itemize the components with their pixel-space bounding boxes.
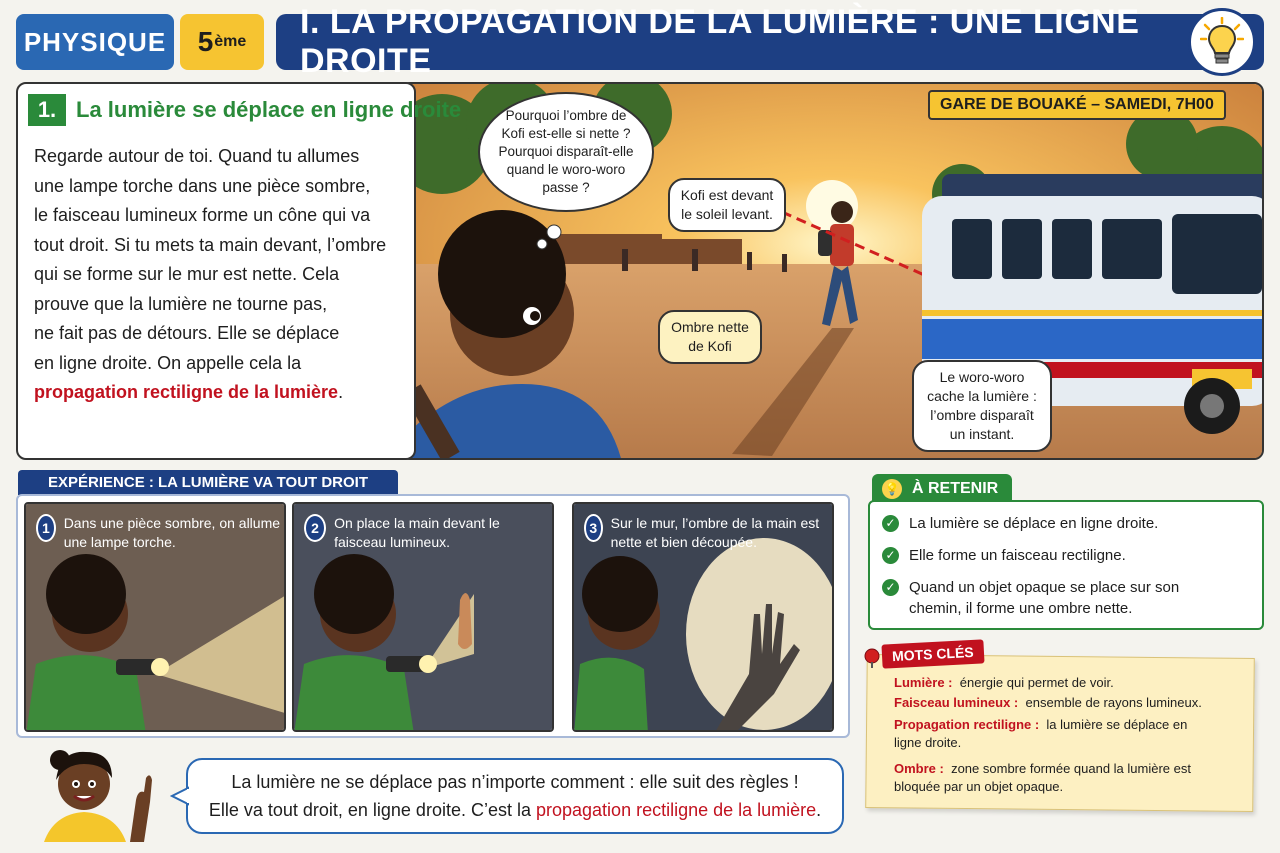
check-icon: ✓ xyxy=(882,579,899,596)
experience-step-3 xyxy=(572,502,834,732)
step-1-caption xyxy=(36,514,281,552)
shadow-caption-bubble xyxy=(658,310,762,364)
keyword-definition: zone sombre formée quand la lumière est bloquée par un objet opaque. xyxy=(894,761,1191,794)
keyword-entry xyxy=(894,694,1244,712)
keywords-title-text: MOTS CLÉS xyxy=(891,643,975,665)
keyword-definition: énergie qui permet de voir. xyxy=(959,675,1114,690)
subject-label: PHYSIQUE xyxy=(23,26,167,57)
lesson-paragraph xyxy=(34,142,404,408)
section-header xyxy=(28,94,461,126)
keyword-definition: ensemble de rayons lumineux. xyxy=(1025,695,1202,710)
subject-badge xyxy=(16,14,174,70)
retenir-item-text: Quand un objet opaque se place sur son chemin, il forme une ombre nette. xyxy=(909,579,1180,617)
shadow-caption-text: Ombre nette de Kofi xyxy=(671,319,749,354)
step-number: 3 xyxy=(584,514,603,542)
retenir-item xyxy=(882,513,1252,534)
step-2-caption xyxy=(304,514,549,552)
step-text: Sur le mur, l’ombre de la main est nette et bien découpée. xyxy=(610,515,820,550)
section-title: La lumière se déplace en ligne droite xyxy=(76,97,462,122)
thought-bubble xyxy=(478,92,654,212)
experience-title-text: EXPÉRIENCE : LA LUMIÈRE VA TOUT DROIT xyxy=(48,474,369,491)
retenir-item xyxy=(882,577,1182,619)
keyword-term: Faisceau lumineux : xyxy=(894,695,1019,710)
kofi-caption-bubble xyxy=(668,178,786,232)
page-title xyxy=(276,3,1264,80)
keyword-entry xyxy=(894,674,1244,692)
lightbulb-icon: 💡 xyxy=(882,479,902,499)
retenir-title: À RETENIR xyxy=(912,480,999,497)
keyword-term: Ombre : xyxy=(894,761,944,776)
bus-caption-text: Le woro-woro cache la lumière : l’ombre disparaît un instant. xyxy=(927,369,1037,442)
retenir-item-text: Elle forme un faisceau rectiligne. xyxy=(909,547,1126,564)
speech-line-2 xyxy=(188,796,842,824)
thought-bubble-text: Pourquoi l’ombre de Kofi est-elle si nette ? Pourquoi disparaît-elle quand le woro-woro passe ? xyxy=(498,108,634,195)
paragraph-line: une lampe torche dans une pièce sombre, xyxy=(34,175,371,196)
bus-caption-bubble xyxy=(912,360,1052,452)
experience-step-2 xyxy=(292,502,554,732)
grade-suffix: ème xyxy=(214,33,247,50)
paragraph-end: . xyxy=(338,382,344,402)
location-text: GARE DE BOUAKÉ – SAMEDI, 7H00 xyxy=(940,96,1214,113)
step-number: 1 xyxy=(36,514,56,542)
paragraph-line: Regarde autour de toi. Quand tu allumes xyxy=(34,146,360,166)
check-icon: ✓ xyxy=(882,515,899,532)
step-text: On place la main devant le faisceau lumineux. xyxy=(334,515,500,550)
page-title-text: I. LA PROPAGATION DE LA LUMIÈRE : UNE LIGNE DROITE xyxy=(300,3,1140,80)
retenir-item-text: La lumière se déplace en ligne droite. xyxy=(909,515,1159,532)
paragraph-line: ne fait pas de détours. Elle se déplace xyxy=(34,323,340,343)
step-3-caption xyxy=(584,514,829,552)
check-icon: ✓ xyxy=(882,547,899,564)
lightbulb-icon xyxy=(1188,8,1256,76)
section-number: 1. xyxy=(28,94,66,126)
retenir-item xyxy=(882,545,1252,566)
step-number: 2 xyxy=(304,514,326,542)
highlight-term: propagation rectiligne de la lumière xyxy=(34,382,339,402)
grade-badge xyxy=(180,14,264,70)
keyword-term: Lumière : xyxy=(894,675,953,690)
speech-line-1: La lumière ne se déplace pas n’importe comment : elle suit des règles ! xyxy=(231,772,799,792)
paragraph-line: en ligne droite. On appelle cela la xyxy=(34,352,302,373)
keyword-term: Propagation rectiligne : xyxy=(894,717,1040,732)
girl-character xyxy=(34,742,164,842)
experience-title xyxy=(18,470,398,495)
keyword-definition: la lumière se déplace en ligne droite. xyxy=(894,717,1188,750)
speech-highlight: propagation rectiligne de la lumière xyxy=(536,800,817,820)
keyword-entry xyxy=(894,716,1204,752)
speech-tail xyxy=(170,786,190,806)
paragraph-line-final xyxy=(34,378,404,408)
speech-line-2-end: . xyxy=(816,800,822,820)
paragraph-line: prouve que la lumière ne tourne pas, xyxy=(34,293,328,314)
step-text: Dans une pièce sombre, on allume une lampe torche. xyxy=(63,515,281,550)
teacher-speech-bubble xyxy=(186,758,844,834)
location-label xyxy=(928,90,1226,120)
experience-step-1 xyxy=(24,502,286,732)
keyword-entry xyxy=(894,760,1204,796)
paragraph-line: le faisceau lumineux forme un cône qui va xyxy=(34,205,371,225)
paragraph-line: tout droit. Si tu mets ta main devant, l’ombre xyxy=(34,234,387,255)
pushpin-icon xyxy=(862,648,882,668)
paragraph-line: qui se forme sur le mur est nette. Cela xyxy=(34,264,340,284)
grade-number: 5 xyxy=(197,26,214,57)
kofi-caption-text: Kofi est devant le soleil levant. xyxy=(680,187,774,222)
speech-line-2-start: Elle va tout droit, en ligne droite. C’est la xyxy=(208,800,531,820)
